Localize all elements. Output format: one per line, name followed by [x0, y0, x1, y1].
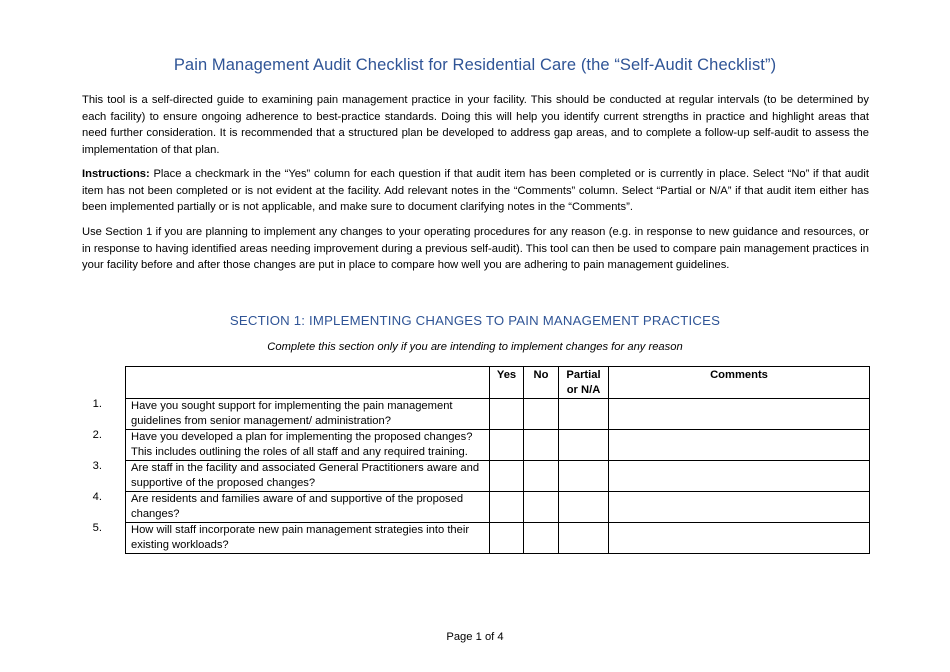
question-cell: Are staff in the facility and associated General Practitioners aware and supportive of the proposed changes? [126, 461, 490, 492]
comments-cell[interactable] [609, 461, 870, 492]
yes-cell[interactable] [490, 399, 524, 430]
question-cell: Have you developed a plan for implementing the proposed changes? This includes outlining the roles of all staff and any required training. [126, 430, 490, 461]
instructions-paragraph [82, 166, 869, 216]
row-number: 3. [92, 460, 102, 472]
no-cell[interactable] [524, 523, 559, 554]
yes-cell[interactable] [490, 461, 524, 492]
instructions-label: Instructions: [82, 168, 150, 180]
question-cell: How will staff incorporate new pain management strategies into their existing workloads? [126, 523, 490, 554]
question-column-header [126, 367, 490, 399]
no-column-header: No [524, 367, 559, 399]
no-cell[interactable] [524, 430, 559, 461]
comments-column-header: Comments [609, 367, 870, 399]
table-row [126, 492, 870, 523]
no-cell[interactable] [524, 399, 559, 430]
partial-cell[interactable] [559, 461, 609, 492]
question-cell: Are residents and families aware of and supportive of the proposed changes? [126, 492, 490, 523]
yes-column-header: Yes [490, 367, 524, 399]
partial-cell[interactable] [559, 430, 609, 461]
yes-cell[interactable] [490, 430, 524, 461]
row-number: 5. [92, 522, 102, 534]
table-row [126, 430, 870, 461]
section-1-title: SECTION 1: IMPLEMENTING CHANGES TO PAIN MANAGEMENT PRACTICES [229, 313, 721, 328]
section-usage-paragraph: Use Section 1 if you are planning to implement any changes to your operating procedures for any reason (e.g. in response to new guidance and resources, or in response to having identified areas needing improvement during a previous self-audit). This tool can then be used to compare pain management practices in your facility before and after those changes are put in place to compare how well you are adhering to pain management guidelines. [82, 226, 869, 271]
section-1-subtitle: Complete this section only if you are intending to implement changes for any reason [267, 341, 683, 353]
partial-column-header: Partial or N/A [559, 367, 609, 399]
yes-cell[interactable] [490, 492, 524, 523]
partial-cell[interactable] [559, 399, 609, 430]
yes-cell[interactable] [490, 523, 524, 554]
partial-cell[interactable] [559, 492, 609, 523]
no-cell[interactable] [524, 492, 559, 523]
row-number: 2. [92, 429, 102, 441]
comments-cell[interactable] [609, 492, 870, 523]
row-number: 1. [92, 398, 102, 410]
table-header-row [126, 367, 870, 399]
intro-paragraph: This tool is a self-directed guide to examining pain management practice in your facility. This should be conducted at regular intervals (to be determined by each facility) to ensure ongoing adherence to best-practice standards. Doing this will help you identify current strengths in practice and highlight areas that need further consideration. It is recommended that a structured plan be developed to address gap areas, and to complete a follow-up self-audit to assess the implementation of that plan. [82, 94, 869, 156]
question-cell: Have you sought support for implementing the pain management guidelines from senior management/ administration? [126, 399, 490, 430]
instructions-text: Place a checkmark in the “Yes” column for each question if that audit item has been completed or is currently in place. Select “No” if that audit item has not been completed or is not evident at the facility. Add relevant notes in the “Comments” column. Select “Partial or N/A” if that audit item either has been implemented partially or is not applicable, and make sure to document clarifying notes in the “Comments”. [82, 168, 869, 213]
partial-cell[interactable] [559, 523, 609, 554]
page-number: Page 1 of 4 [446, 631, 504, 643]
comments-cell[interactable] [609, 430, 870, 461]
table-row [126, 399, 870, 430]
comments-cell[interactable] [609, 523, 870, 554]
no-cell[interactable] [524, 461, 559, 492]
table-row [126, 461, 870, 492]
table-row [126, 523, 870, 554]
row-number: 4. [92, 491, 102, 503]
comments-cell[interactable] [609, 399, 870, 430]
audit-checklist-table [125, 366, 870, 554]
page-title: Pain Management Audit Checklist for Residential Care (the “Self-Audit Checklist”) [173, 56, 777, 74]
